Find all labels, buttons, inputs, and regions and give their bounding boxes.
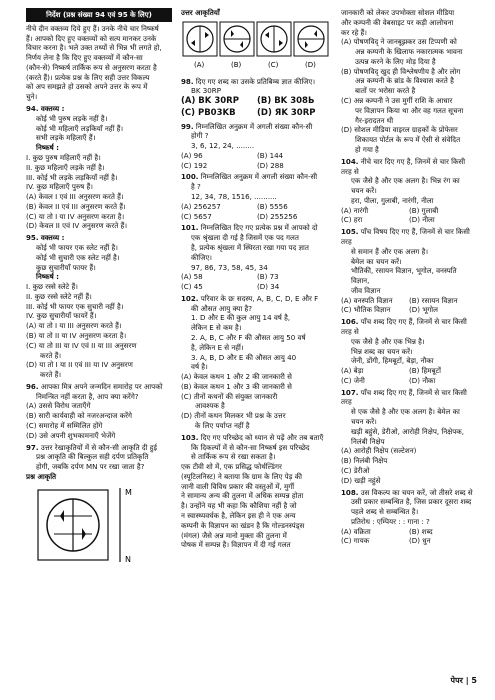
option[interactable]: (B) केवल कथन 1 और 3 की जानकारी से — [181, 381, 292, 391]
option[interactable]: (A) पोषणविद् ने जानबूझकर उस टिप्पणी को — [341, 37, 457, 47]
option[interactable]: (C) या तो I या IV अनुसरण करता है। — [26, 211, 125, 221]
option[interactable]: (D) 288 — [257, 160, 284, 170]
option[interactable]: (D) नीला — [409, 215, 435, 225]
option[interactable]: (A) नारंगी — [341, 205, 369, 215]
footer-label: पेपर — [450, 676, 463, 685]
option[interactable]: (A) BK 30RP — [181, 96, 239, 107]
option[interactable]: (B) केवल II एवं III अनुसरण करते हैं। — [26, 201, 126, 211]
fig-option-a: (A) — [194, 60, 205, 69]
option[interactable]: (B) 144 — [257, 150, 284, 160]
option[interactable]: (C) 45 — [181, 282, 203, 292]
question-99: 99. निम्नलिखित अनुक्रम में अगली संख्या कौन-सी होगी ? 3, 6, 12, 24, ........ (A) 96 (B) 144 (C) 192 (D) 288 — [181, 122, 333, 171]
question-96: 96. आपका मित्र अपने जन्मदिन समारोह पर आपको निमन्त्रित नहीं करता है, आप क्या करेंगे? (A) उससे विरोध जताएँगे (B) सारी कार्यवाही को नजरअन्दाज करेंगे (C) समारोह में सम्मिलित होंगे (D) उसे अपनी शुभकामनाएँ भेजेंगे — [26, 382, 172, 441]
option[interactable]: (A) 58 — [181, 272, 203, 282]
column-3 — [341, 8, 477, 546]
option[interactable]: (B) हिमबूटों — [409, 366, 441, 376]
option[interactable]: (D) सोशल मीडिया वाइरल ग्राहकों के प्रोफेसर — [341, 125, 458, 135]
option[interactable]: (B) 73 — [257, 272, 279, 282]
option[interactable]: (B) निलंबी निक्षेप — [341, 456, 388, 466]
option[interactable]: (A) आरोही निक्षेप (सल्टेशन) — [341, 446, 417, 456]
question-102: 102. परिवार के छः सदस्य, A, B, C, D, E और F की औसत आयु क्या है? 1. D और E की कुल आयु 14 वर्ष है, लेकिन E से कम है। 2. A, B, C और F की औसत आयु 50 वर्ष है, लेकिन E से नहीं। 3. A, B, D और E की औसत आयु 40 वर्ष है। (A) केवल कथन 1 और 2 की जानकारी से (B) केवल कथन 1 और 3 की जानकारी से (C) तीनों कथनों की संयुक्त जानकारी आवश्यक है (D) तीनों कथन मिलकर भी प्रश्न के उत्तर के लिए पर्याप्त नहीं है — [181, 294, 333, 431]
answer-figures-label: उत्तर आकृतियाँ — [181, 8, 220, 17]
option[interactable]: (A) या तो I या III अनुसरण करते हैं। — [26, 321, 122, 331]
option[interactable]: (D) ЯK 30RP — [257, 107, 316, 118]
option[interactable]: (D) तीनों कथन मिलकर भी प्रश्न के उत्तर — [181, 411, 286, 421]
mirror-label-m: M — [125, 487, 132, 497]
option[interactable]: (D) 34 — [257, 282, 280, 292]
option[interactable]: (C) गायक — [341, 536, 370, 546]
option[interactable]: (A) बेड़ा — [341, 366, 364, 376]
option[interactable]: (B) 5556 — [257, 201, 288, 211]
option[interactable]: (B) पोषणविद् खुद ही विश्लेषणीय है और लोग — [341, 66, 461, 76]
option[interactable]: (C) डेरीओ — [341, 465, 370, 475]
option[interactable]: (C) भौतिक विज्ञान — [341, 305, 391, 315]
question-95: 95. वक्तव्य : कोई भी फायर एक स्लेट नहीं है। कोई भी सुचारी एक स्लेट नहीं है। कुछ सुचारीयाँ फायर हैं। निष्कर्ष : I. कुछ रस्से स्लेटे हैं। II. कुछ रस्से स्लेटे नहीं हैं। III. कोई भी फायर एक सुचारी नहीं है। IV. कुछ सुचारीयाँ फायरें हैं। (A) या तो I या III अनुसरण करते हैं। (B) या तो II या IV अनुसरण करता है। (C) या तो III या IV एवं II या III अनुसरण करते हैं। (D) या तो I या II एवं III या IV अनुसरण करते हैं। — [26, 233, 172, 380]
option[interactable]: (B) शब्द — [409, 526, 433, 536]
option[interactable]: (B) BK 308Ь — [257, 96, 315, 107]
directions-header: निर्देश (प्रश्न संख्या 94 एवं 95 के लिए) — [26, 8, 172, 22]
option[interactable]: (C) तीनों कथनों की संयुक्त जानकारी — [181, 391, 278, 401]
option[interactable]: (D) उसे अपनी शुभकामनाएँ भेजेंगे — [26, 430, 116, 440]
footer-separator: | — [465, 676, 469, 685]
fig-option-b: (B) — [231, 60, 242, 69]
option[interactable]: (D) भूगोल — [409, 305, 438, 315]
question-103-continued: जानकारी को लेकर उपभोक्ता सोशल मीडिया और कम्पनी की वेबसाइट पर कड़ी आलोचना कर रहे हैं। (A) पोषणविद् ने जानबूझकर उस टिप्पणी को अन्न कम्पनी के खिलाफ नकारात्मक भावना उत्पन्न करने के लिए मोड़ दिया है (B) पोषणविद् खुद ही विश्लेषणीय है और लोग अन्न कम्पनी के ब्रांड के विश्वास करते है बातों पर भरोसा करते है (C) अन्न कम्पनी ने उस मुर्गी राशि के आधार पर विज्ञापन किया था और वह गलत सूचना गैर-इरादतन थी (D) सोशल मीडिया वाइरल ग्राहकों के प्रोफेसर शिकायत पोर्टल के रूप में ऐसी से संवेदित हो गया है — [341, 8, 477, 155]
option[interactable]: (D) 255256 — [257, 211, 298, 221]
option[interactable]: (C) 5657 — [181, 211, 212, 221]
option[interactable]: (C) अन्न कम्पनी ने उस मुर्गी राशि के आधार — [341, 96, 453, 106]
column-2 — [181, 8, 333, 550]
answer-figure-b-icon — [220, 22, 254, 56]
question-107: 107. पाँच शब्द दिए गए हैं, जिनमें से चार किसी तरह से एक जैसे है और एक अलग है। बेमेल का चयन करें। खड़ी बहुंसे, डेरीओ, आरोही निक्षेप, निक्षेपक, निलंबी निक्षेप (A) आरोही निक्षेप (सल्टेशन) (B) निलंबी निक्षेप (C) डेरीओ (D) खड़ी नहुंसे — [341, 388, 477, 486]
answer-figures — [181, 20, 333, 75]
option[interactable]: (C) 192 — [181, 160, 208, 170]
question-97: 97. उत्तर रेखाकृतियों में से कौन-सी आकृति दी हुई प्रश्न आकृति की बिल्कुल सही दर्पण प्रतिकृति होगी, जबकि दर्पण MN पर रखा जाता है? प्रश्न आकृति M N — [26, 443, 172, 569]
question-100: 100. निम्नलिखित अनुक्रम में अगली संख्या कौन-सी है ? 12, 34, 78, 1516, .......... (A) 256257 (B) 5556 (C) 5657 (D) 255256 — [181, 172, 333, 221]
option[interactable]: (A) 256257 — [181, 201, 221, 211]
option[interactable]: (C) या तो III या IV एवं II या III अनुसरण — [26, 340, 137, 350]
option[interactable]: (D) धुन — [409, 536, 431, 546]
option[interactable]: (A) वक्रिता — [341, 526, 371, 536]
option[interactable]: (A) केवल I एवं III अनुसरण करते हैं। — [26, 192, 124, 202]
option[interactable]: (B) या तो II या IV अनुसरण करता है। — [26, 331, 127, 340]
mirror-label-n: N — [125, 554, 131, 564]
question-figure — [34, 486, 172, 569]
option[interactable]: (B) रसायन विज्ञान — [409, 295, 458, 305]
option[interactable]: (B) सारी कार्यवाही को नजरअन्दाज करेंगे — [26, 411, 133, 421]
fig-option-d: (D) — [305, 60, 316, 69]
option[interactable]: (D) केवल II एवं IV अनुसरण करते हैं। — [26, 221, 128, 231]
answer-figure-c-icon — [257, 22, 291, 56]
option[interactable]: (D) खड़ी नहुंसे — [341, 475, 381, 485]
question-106: 106. पाँच शब्द दिए गए हैं, जिनमें से चार किसी तरह से एक जैसे है और एक भिन्न है। भिन्न शब्द का चयन करें। जेनी, डोंगी, हिमबूटों, बेड़ा, नौका (A) बेड़ा (B) हिमबूटों (C) जेनी (D) नौका — [341, 317, 477, 385]
option[interactable]: (D) नौका — [409, 375, 436, 385]
option[interactable]: (B) गुलाबी — [409, 205, 439, 215]
option[interactable]: (A) वनस्पति विज्ञान — [341, 295, 393, 305]
question-103: 103. दिए गए परिच्छेद को ध्यान से पढ़ें और तब बताएँ कि दिकल्पों में से कौन-सा निष्कर्ष इस परिच्छेद से तार्किक रूप से रखा सकता है। एक टीवी शो में, एक प्रसिद्ध फोर्थल्डिंगर (स्पूटिलनिस्ट) ने बताया कि ग्राम के लिए पेड़ की जानी वाली विविध प्रकार की वस्तुओं में, मुर्गी ने सामान्य अन्य की तुलना में अधिक सम्पन्न होता है। उन्होंने यह भी कहा कि कौशिया नहीं है जो न स्वास्थ्यवर्धक है, लेकिन इस ही ने एक अन्य कम्पनी के विज्ञापन का खंडन है कि गोल्डनस्पंड्स (मंगल) जैसे अन्न मानो मुक्ता की तुलना में पोषक में सम्पन्न है। विज्ञापन में दी गई गलत — [181, 432, 324, 550]
option[interactable]: (C) जेनी — [341, 375, 365, 385]
option[interactable]: (A) 96 — [181, 150, 203, 160]
column-1 — [26, 8, 172, 569]
fig-option-c: (C) — [268, 60, 279, 69]
option[interactable]: (C) हरा — [341, 215, 363, 225]
question-94: 94. वक्तव्य : कोई भी पुरुष लड़के नहीं है। कोई भी महिलाएँ लड़कियाँ नहीं हैं। सभी लड़के महिलाएँ हैं। निष्कर्ष : I. कुछ पुरुष महिलाएँ नहीं है। II. कुछ महिलाएँ लड़के नहीं है। III. कोई भी लड़के लड़कियाँ नहीं है। IV. कुछ महिलाएँ पुरुष हैं। (A) केवल I एवं III अनुसरण करते हैं। (B) केवल II एवं III अनुसरण करते हैं। (C) या तो I या IV अनुसरण करता है। (D) केवल II एवं IV अनुसरण करते हैं। — [26, 104, 172, 231]
option[interactable]: (C) PB03KB — [181, 107, 236, 118]
option[interactable]: (A) केवल कथन 1 और 2 की जानकारी से — [181, 372, 292, 382]
page-footer — [451, 675, 477, 686]
answer-figure-d-icon — [294, 22, 328, 56]
option[interactable]: (C) समारोह में सम्मिलित होंगे — [26, 421, 103, 431]
question-104: 104. नीचे चार दिए गए है, जिनमें से चार किसी तरह से एक जैसे है और एक अलग है। भिन्न रंग का चयन करें। हरा, पीला, गुलाबी, नारंगी, नीला (A) नारंगी (B) गुलाबी (C) हरा (D) नीला — [341, 157, 477, 225]
question-figure-icon — [38, 488, 120, 562]
directions-text: नीचे दीन वक्तव्य दिये हुए हैं। उनके नीचे चार निष्कर्ष हैं। आपको दिए हुए वक्तव्यों को सत्य मानकर उनके विचार करना है। भले उक्त तथ्यों से भिन्न भी लगते हो, निर्णय लेना है कि दिए हुए वक्तव्यों में कौन-सा (कौन-से) निष्कर्ष तार्किक रूप से अनुसरण करता है (करते हैं)। प्रत्येक प्रश्न के लिए सही उत्तर विकल्प को अप समझते हो उसको अपने उत्तर के रूप में चुने। — [26, 23, 162, 102]
option[interactable]: (D) या तो I या II एवं III या IV अनुसरण — [26, 360, 133, 370]
question-105: 105. पाँच विषय दिए गए हैं, जिनमें से चार किसी तरह से समान हैं और एक अलग है। बेमेल का चयन करें। भौतिकी, रसायन विज्ञान, भूगोल, वनस्पति विज्ञान, जीव विज्ञान (A) वनस्पति विज्ञान (B) रसायन विज्ञान (C) भौतिक विज्ञान (D) भूगोल — [341, 227, 477, 315]
question-101: 101. निम्नलिखित दिए गए प्रत्येक प्रश्न में आपको दो एक श्रृंखला दी गई है जिसमें एक पद गलत है, प्रत्येक श्रृंखला में स्थिरता रखा गया पद ज्ञात कीजिए। 97, 86, 73, 58, 45, 34 (A) 58 (B) 73 (C) 45 (D) 34 — [181, 223, 333, 291]
page-number: 5 — [471, 676, 477, 685]
option[interactable]: (A) उससे विरोध जताएँगे — [26, 401, 91, 411]
question-98: 98. दिए गए शब्द का उसके प्रतिबिम्ब ज्ञात कीजिए। BK 30RP (A) BK 30RP (B) BK 308Ь (C) PB03KB (D) ЯK 30RP — [181, 77, 333, 120]
answer-figure-a-icon — [183, 22, 217, 56]
question-108: 108. उस विकल्प का चयन करें, जो तीसरे शब्द से उसी प्रकार सम्बन्धित है, जिस प्रकार दूसरा शब्द पहले शब्द से सम्बन्धित है। प्रतिरोध : एम्पियर : : गाना : ? (A) वक्रिता (B) शब्द (C) गायक (D) धुन — [341, 488, 477, 547]
